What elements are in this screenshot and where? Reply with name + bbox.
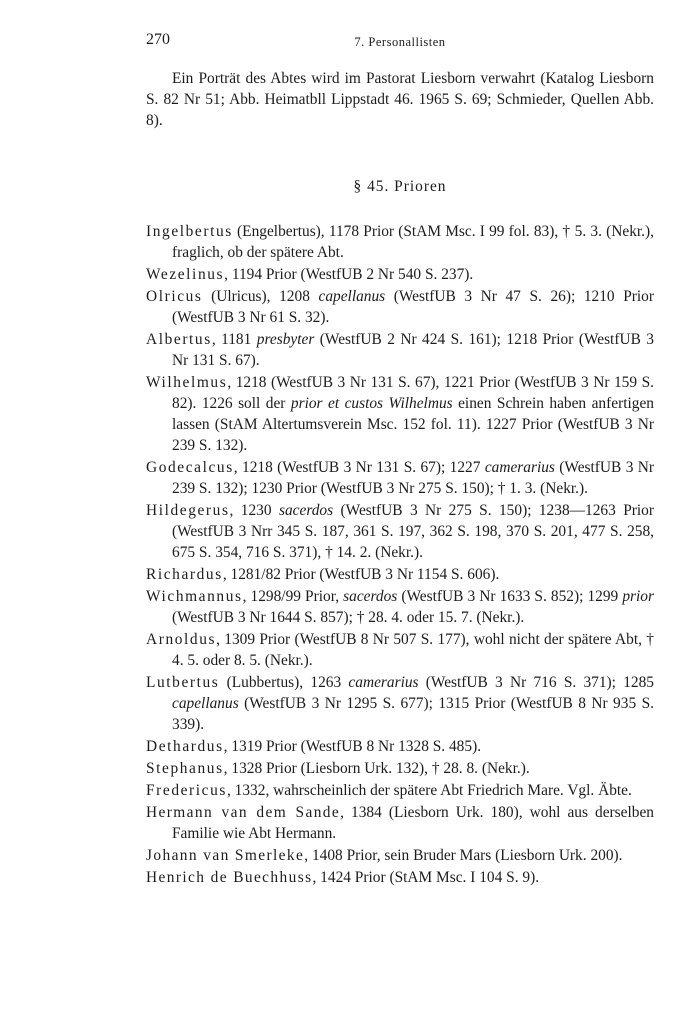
prior-name: Wezelinus: [146, 266, 225, 283]
entry-text: , 1328 Prior (Liesborn Urk. 132), † 28. 8. (Nekr.).: [223, 760, 530, 777]
prior-name: Fredericus: [146, 782, 227, 799]
entry-text: (WestfUB 3 Nr 275 S. 150); 1238—1263 Prior (WestfUB 3 Nrr 345 S. 187, 361 S. 197, 362 S. 198, 370 S. 201, 477 S. 258, 675 S. 354, 716 S. 371), † 14. 2. (Nekr.).: [172, 502, 655, 561]
prior-name: Johann van Smerleke: [146, 847, 305, 864]
prior-entry: [146, 586, 654, 628]
latin-term: prior et custos Wilhelmus: [290, 395, 453, 412]
prior-list: [146, 221, 654, 889]
prior-entry: [146, 221, 654, 263]
prior-name: Arnoldus: [146, 631, 217, 648]
prior-name: Godecalcus: [146, 459, 234, 476]
prior-entry: [146, 329, 654, 371]
entry-text: , 1384 (Liesborn Urk. 180), wohl aus derselben Familie wie Abt Hermann.: [172, 804, 654, 842]
entry-text: , 1181: [211, 331, 257, 348]
entry-text: , 1319 Prior (WestfUB 8 Nr 1328 S. 485).: [223, 738, 482, 755]
prior-entry: [146, 867, 654, 888]
entry-text: , 1332, wahrscheinlich der spätere Abt Friedrich Mare. Vgl. Äbte.: [226, 782, 632, 799]
entry-text: , 1298/99 Prior,: [242, 588, 344, 605]
prior-entry: [146, 264, 654, 285]
latin-term: capellanus: [172, 695, 239, 712]
prior-entry: [146, 802, 654, 844]
prior-entry: [146, 780, 654, 801]
latin-term: presbyter: [256, 331, 315, 348]
entry-text: (Engelbertus), 1178 Prior (StAM Msc. I 99 fol. 83), † 5. 3. (Nekr.), fraglich, ob der spätere Abt.: [172, 223, 654, 261]
entry-text: (Ulricus), 1208: [202, 288, 319, 305]
prior-entry: [146, 758, 654, 779]
entry-text: (WestfUB 3 Nr 716 S. 371); 1285: [418, 674, 654, 691]
page-number: 270: [146, 31, 170, 48]
prior-name: Henrich de Buechhuss: [146, 869, 313, 886]
entry-text: (WestfUB 3 Nr 239 S. 132); 1230 Prior (WestfUB 3 Nr 275 S. 150); † 1. 3. (Nekr.).: [172, 459, 654, 497]
running-head: 7. Personallisten: [354, 35, 446, 49]
entry-text: , 1281/82 Prior (WestfUB 3 Nr 1154 S. 606).: [222, 566, 500, 583]
latin-term: sacerdos: [278, 502, 334, 519]
entry-text: , 1408 Prior, sein Bruder Mars (Liesborn Urk. 200).: [304, 847, 623, 864]
prior-entry: [146, 286, 654, 328]
prior-name: Richardus: [146, 566, 223, 583]
prior-name: Wichmannus: [146, 588, 243, 605]
entry-text: (WestfUB 3 Nr 47 S. 26); 1210 Prior (WestfUB 3 Nr 61 S. 32).: [172, 288, 655, 326]
section-heading: § 45. Prioren: [353, 178, 447, 195]
entry-text: , 1230: [229, 502, 279, 519]
prior-name: Lutbertus: [146, 674, 220, 691]
entry-text: , 1424 Prior (StAM Msc. I 104 S. 9).: [312, 869, 540, 886]
latin-term: capellanus: [318, 288, 386, 305]
prior-name: Wilhelmus: [146, 374, 228, 391]
entry-text: , 1194 Prior (WestfUB 2 Nr 540 S. 237).: [224, 266, 474, 283]
prior-entry: [146, 457, 654, 499]
latin-term: camerarius: [484, 459, 555, 476]
entry-text: einen Schrein haben anfertigen lassen (StAM Altertumsverein Msc. 152 fol. 11). 1227 Prior (WestfUB 3 Nr 239 S. 132).: [172, 395, 654, 454]
latin-term: camerarius: [348, 674, 419, 691]
latin-term: prior: [622, 588, 654, 605]
prior-entry: [146, 500, 654, 563]
prior-entry: [146, 564, 654, 585]
entry-text: (Lubbertus), 1263: [219, 674, 349, 691]
prior-entry: [146, 372, 654, 456]
entry-text: , 1309 Prior (WestfUB 8 Nr 507 S. 177), wohl nicht der spätere Abt, † 4. 5. oder 8. 5. (Nekr.).: [172, 631, 654, 669]
prior-name: Hermann van dem Sande: [146, 804, 341, 821]
prior-name: Hildegerus: [146, 502, 230, 519]
prior-name: Dethardus: [146, 738, 224, 755]
entry-text: (WestfUB 3 Nr 1644 S. 857); † 28. 4. oder 15. 7. (Nekr.).: [172, 609, 525, 626]
entry-text: , 1218 (WestfUB 3 Nr 131 S. 67); 1227: [233, 459, 485, 476]
entry-text: , 1218 (WestfUB 3 Nr 131 S. 67), 1221 Prior (WestfUB 3 Nr 159 S. 82). 1226 soll der: [172, 374, 654, 412]
intro-paragraph: Ein Porträt des Abtes wird im Pastorat Liesborn verwahrt (Katalog Liesborn S. 82 Nr 51; Abb. Heimatbll Lippstadt 46. 1965 S. 69; Schmieder, Quellen Abb. 8).: [146, 70, 654, 129]
prior-entry: [146, 629, 654, 671]
prior-entry: [146, 845, 654, 866]
entry-text: (WestfUB 3 Nr 1295 S. 677); 1315 Prior (WestfUB 8 Nr 935 S. 339).: [172, 695, 654, 733]
prior-entry: [146, 736, 654, 757]
latin-term: sacerdos: [343, 588, 398, 605]
entry-text: (WestfUB 2 Nr 424 S. 161); 1218 Prior (WestfUB 3 Nr 131 S. 67).: [172, 331, 654, 369]
prior-entry: [146, 672, 654, 735]
entry-text: (WestfUB 3 Nr 1633 S. 852); 1299: [397, 588, 623, 605]
prior-name: Albertus: [146, 331, 212, 348]
prior-name: Ingelbertus: [146, 223, 233, 240]
prior-name: Stephanus: [146, 760, 224, 777]
prior-name: Olricus: [146, 288, 203, 305]
